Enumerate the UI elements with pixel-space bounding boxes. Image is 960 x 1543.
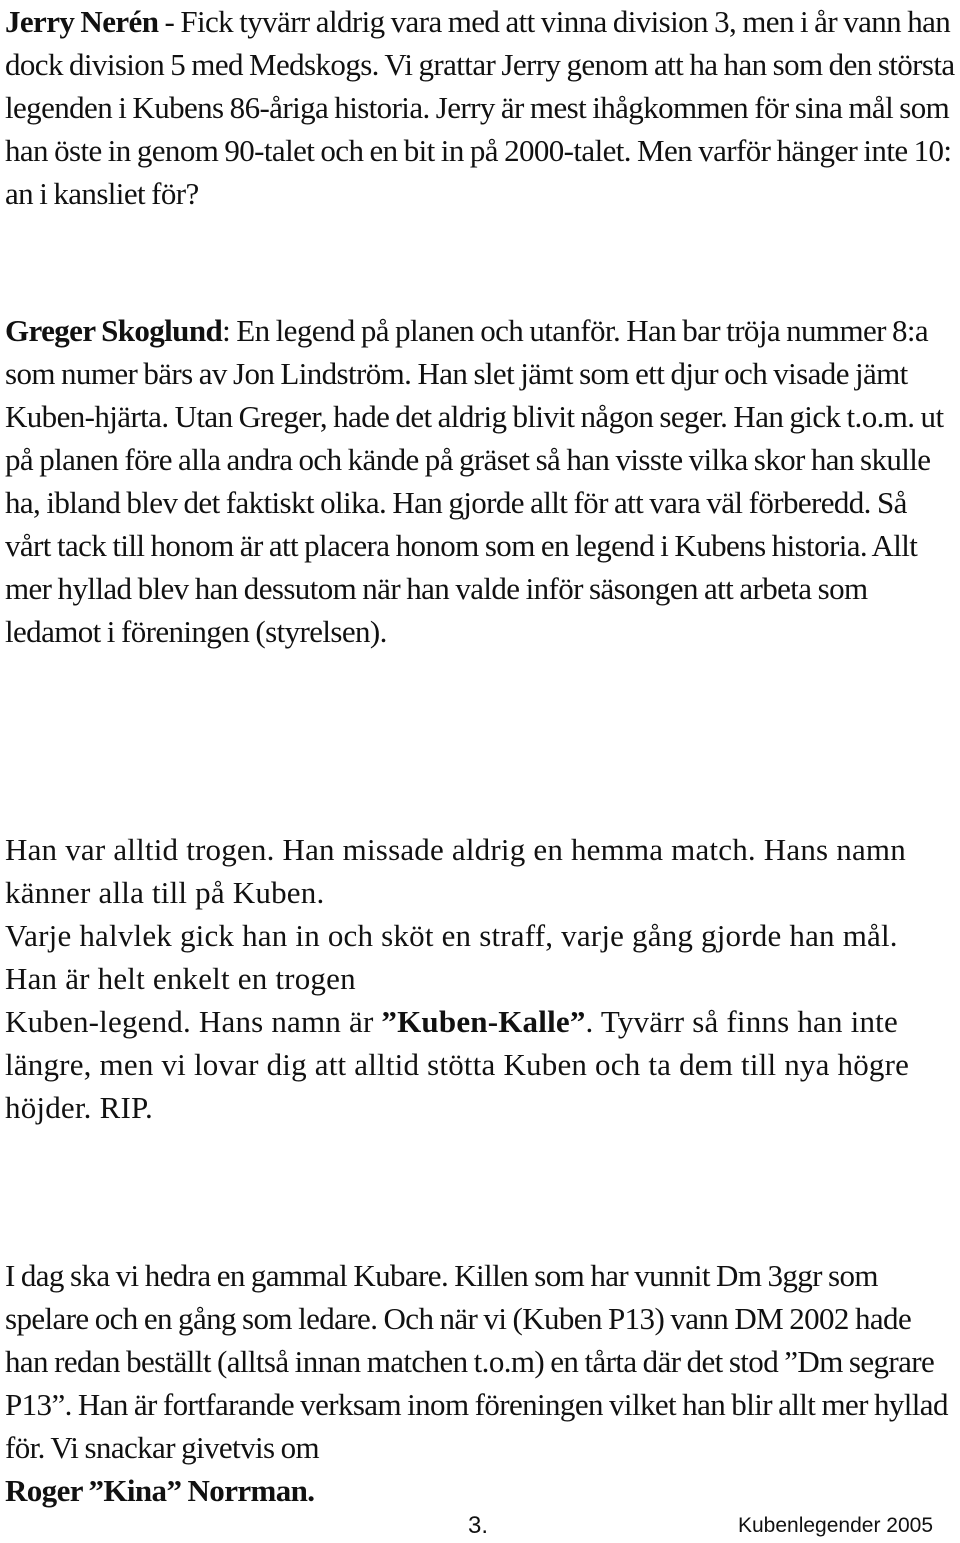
legend-name-roger: Roger ”Kina” Norrman. — [5, 1473, 315, 1508]
paragraph-greger-skoglund — [5, 309, 955, 653]
kalle-line-1: Han var alltid trogen. Han missade aldrig en hemma match. Hans namn känner alla till på Kuben. — [5, 832, 906, 910]
kalle-text-after: . Tyvärr så finns han inte längre, men vi lovar dig att alltid stötta Kuben och ta dem till nya högre höjder. RIP. — [5, 1004, 910, 1125]
legend-name-kalle: ”Kuben-Kalle” — [381, 1004, 586, 1039]
kalle-line-2: Varje halvlek gick han in och sköt en straff, varje gång gjorde han mål. Han är helt enkelt en trogen — [5, 918, 898, 996]
paragraph-jerry-text: - Fick tyvärr aldrig vara med att vinna division 3, men i år vann han dock division 5 med Medskogs. Vi grattar Jerry genom att ha han som den största legenden i Kubens 86-åriga historia. Jerry är mest ihågkommen för sina mål som han öste in genom 90-talet och en bit in på 2000-talet. Men varför hänger inte 10: an i kansliet för? — [5, 4, 955, 211]
paragraph-jerry-neren — [5, 0, 955, 215]
paragraph-greger-text: : En legend på planen och utanför. Han bar tröja nummer 8:a som numer bärs av Jon Lindström. Han slet jämt som ett djur och visade jämt Kuben-hjärta. Utan Greger, hade det aldrig blivit någon seger. Han gick t.o.m. ut på planen före alla andra och kände på gräset så han visste vilka skor han skulle ha, ibland blev det faktiskt olika. Han gjorde allt för att vara väl förberedd. Så vårt tack till honom är att placera honom som en legend i Kubens historia. Allt mer hyllad blev han dessutom när han valde inför säsongen att arbeta som ledamot i föreningen (styrelsen). — [5, 313, 944, 649]
kalle-line-3 — [5, 1000, 955, 1129]
roger-text: I dag ska vi hedra en gammal Kubare. Killen som har vunnit Dm 3ggr som spelare och en gång som ledare. Och när vi (Kuben P13) vann DM 2002 hade han redan beställt (alltså innan matchen t.o.m) en tårta där det stod ”Dm segrare P13”. Han är fortfarande verksam inom föreningen vilket han blir allt mer hyllad för. Vi snackar givetvis om — [5, 1258, 948, 1465]
legend-name-jerry: Jerry Nerén — [5, 4, 159, 39]
paragraph-kuben-kalle — [5, 828, 955, 1129]
page-number: 3. — [468, 1512, 489, 1539]
legend-name-greger: Greger Skoglund — [5, 313, 223, 348]
paragraph-roger-norrman — [5, 1254, 955, 1512]
footer-title: Kubenlegender 2005 — [737, 1514, 933, 1537]
kalle-text-before: Kuben-legend. Hans namn är — [5, 1004, 382, 1039]
